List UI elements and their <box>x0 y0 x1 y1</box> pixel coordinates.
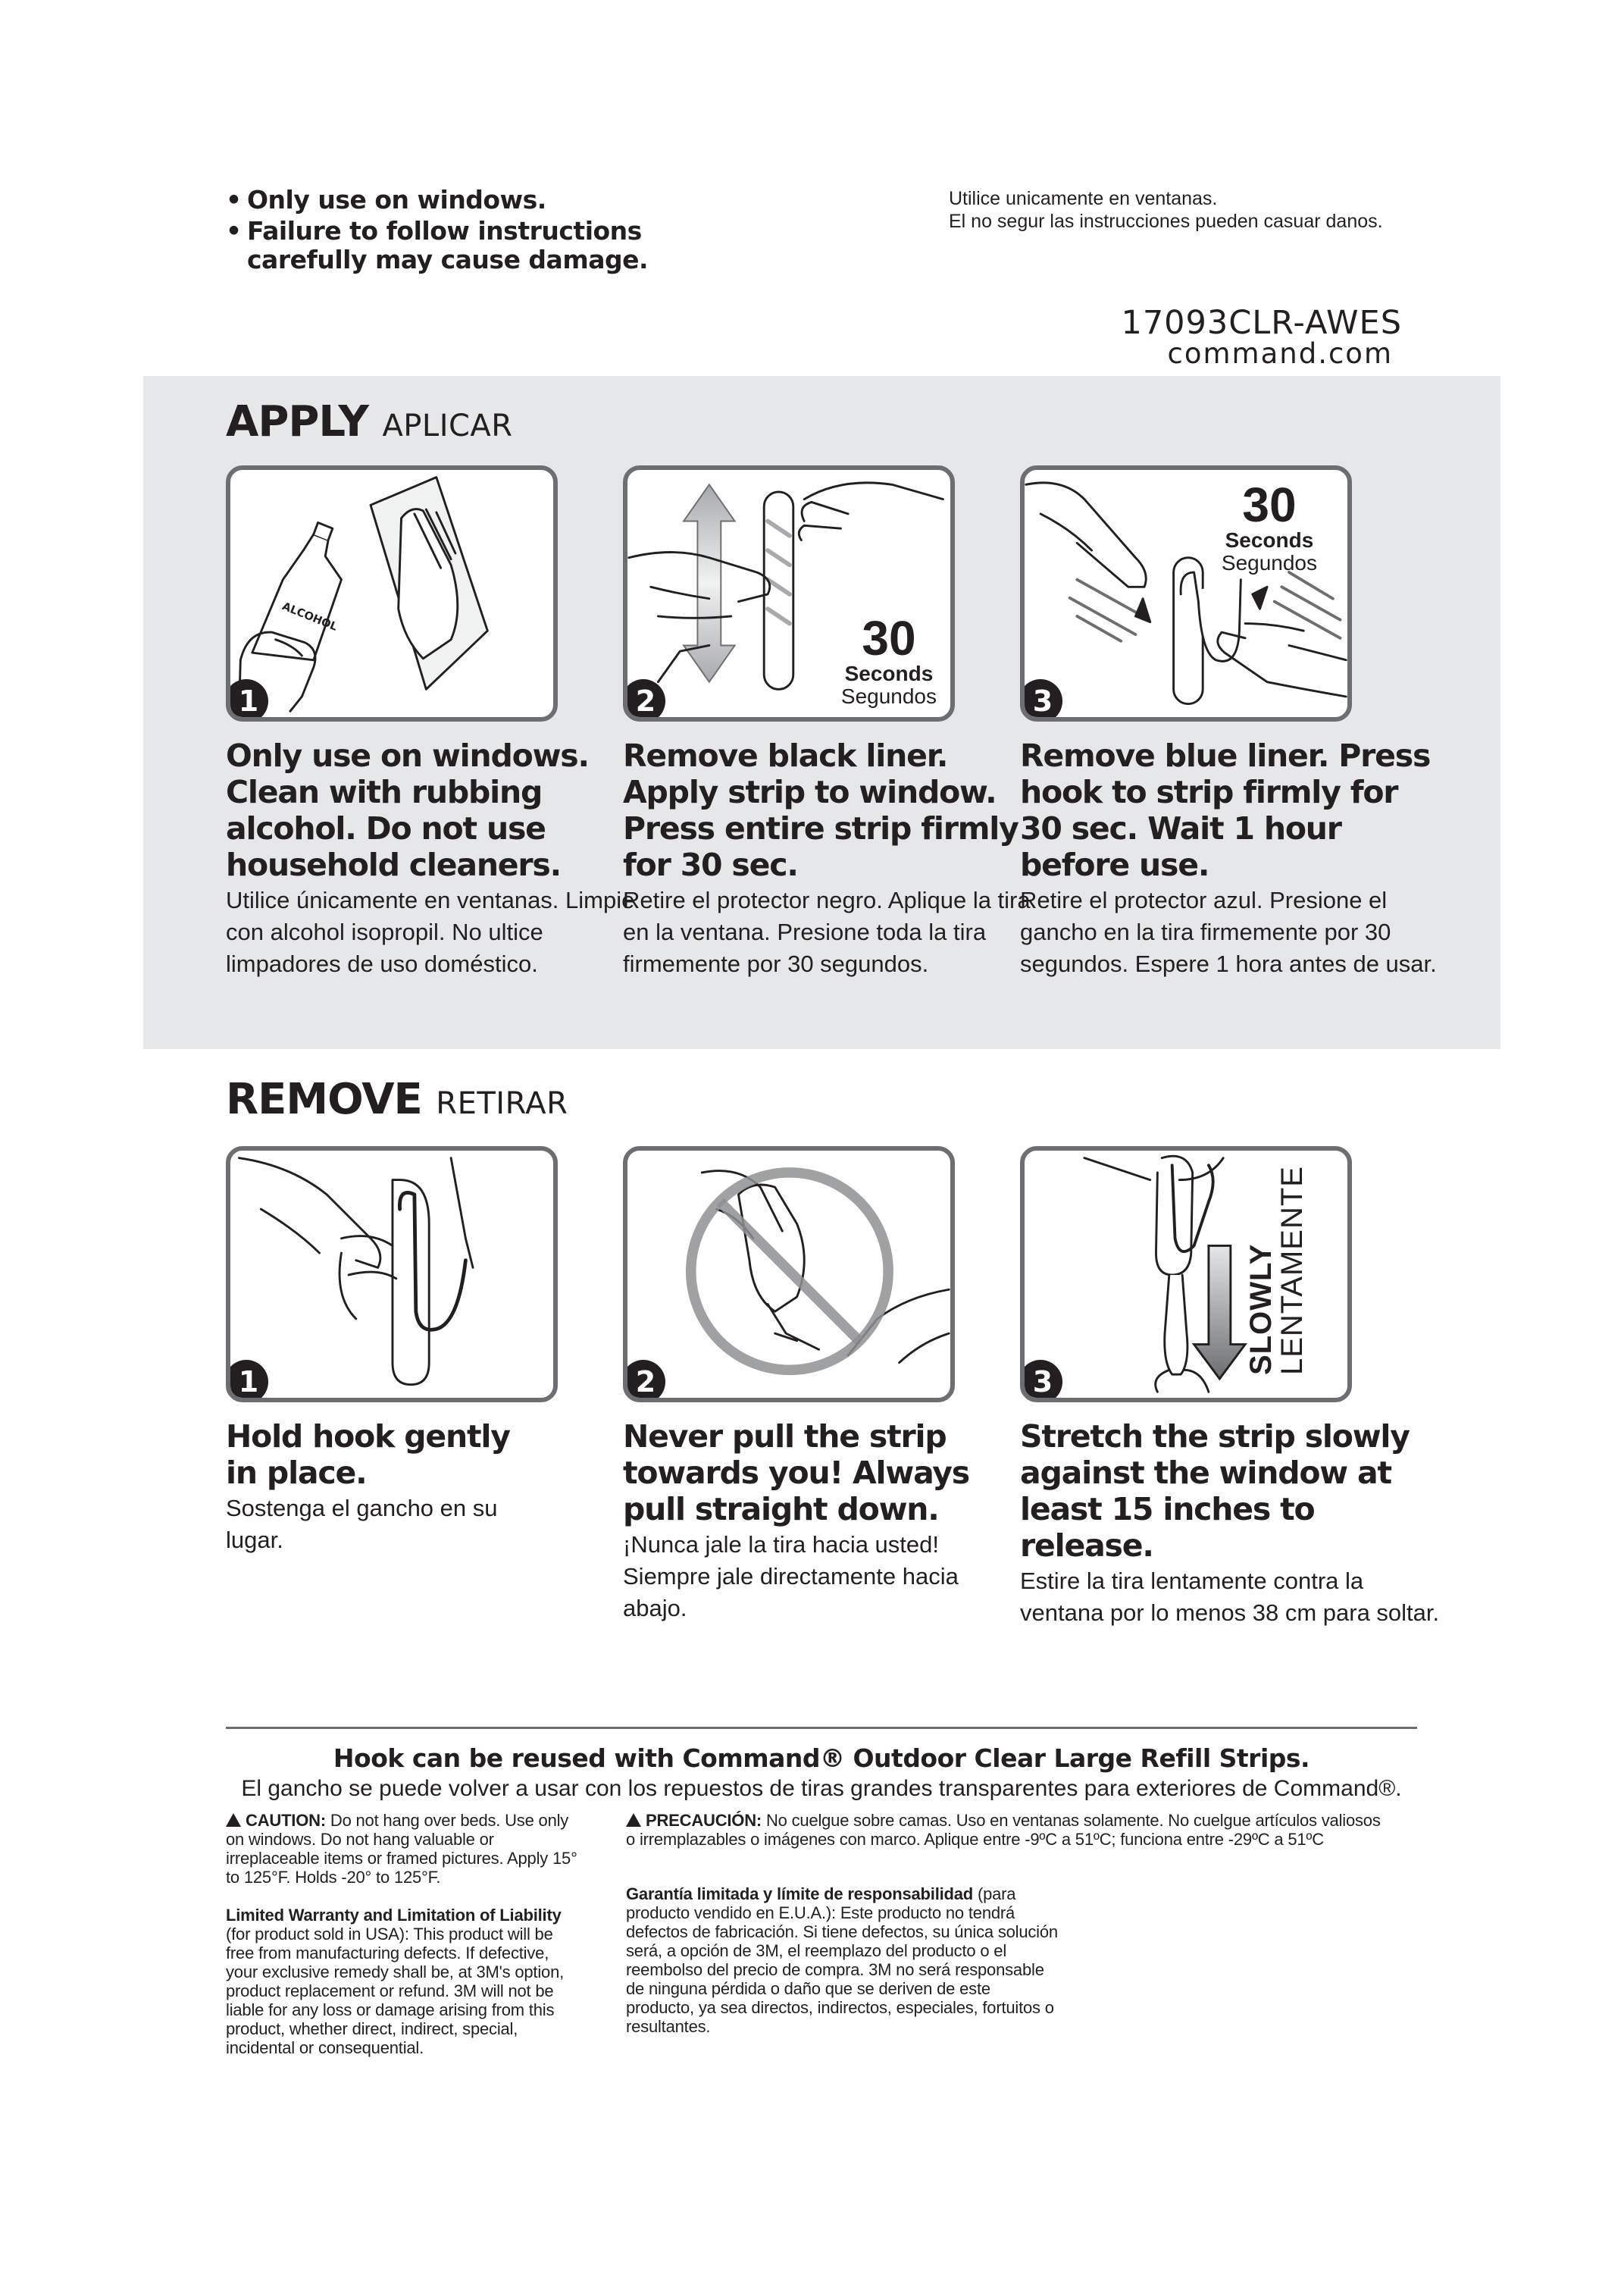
timer-label-es: Segundos <box>1221 551 1317 575</box>
reuse-note-es: El gancho se puede volver a usar con los repuestos de tiras grandes transparentes para exteriores de Command®. <box>241 1776 1402 1801</box>
step-instruction-es: Utilice únicamente en ventanas. Limpie con alcohol isopropil. No ultice limpadores de uso doméstico. <box>226 887 635 977</box>
timer-label-en: Seconds <box>1225 528 1314 552</box>
timer-label-es: Segundos <box>840 684 937 708</box>
step-instruction-es: Retire el protector azul. Presione el gancho en la tira firmemente por 30 segundos. Espere 1 hora antes de usar. <box>1020 887 1437 977</box>
timer-label <box>840 611 937 708</box>
prohibited-icon <box>691 1173 888 1370</box>
slowly-label-es: LENTAMENTE <box>1275 1166 1309 1375</box>
apply-step-2-illustration <box>623 465 955 722</box>
warranty-en <box>226 1906 582 2057</box>
step-instruction-en: Remove blue liner. Press hook to strip firmly for 30 sec. Wait 1 hour before use. <box>1020 738 1431 883</box>
hold-hook-icon <box>230 1151 553 1398</box>
warning-triangle-icon <box>626 1813 641 1827</box>
step-instruction-en: Stretch the strip slowly against the window at least 15 inches to release. <box>1020 1418 1410 1564</box>
step-instruction-en: Only use on windows. Clean with rubbing alcohol. Do not use household cleaners. <box>226 738 589 883</box>
remove-heading <box>226 1076 568 1128</box>
warranty-title-es: Garantía limitada y límite de responsabilidad <box>626 1884 974 1903</box>
step-instruction-es: ¡Nunca jale la tira hacia usted! Siempre jale directamente hacia abajo. <box>623 1531 959 1621</box>
remove-step-3-illustration <box>1020 1146 1352 1402</box>
remove-subtitle: RETIRAR <box>436 1086 568 1121</box>
apply-step-1-illustration <box>226 465 558 722</box>
remove-title: REMOVE <box>226 1075 422 1124</box>
svg-text:ALCOHOL: ALCOHOL <box>280 600 340 634</box>
apply-step-2-text <box>623 738 1047 980</box>
remove-step-1-illustration <box>226 1146 558 1402</box>
divider <box>226 1727 1417 1729</box>
warning-triangle-icon <box>226 1813 241 1827</box>
product-code: 17093CLR-AWES <box>1121 304 1402 342</box>
warranty-es <box>626 1884 1058 2036</box>
apply-heading <box>226 398 513 450</box>
timer-label-en: Seconds <box>844 662 934 685</box>
apply-title: APPLY <box>226 397 368 446</box>
warranty-title-en: Limited Warranty and Limitation of Liability <box>226 1906 562 1925</box>
step-instruction-es: Sostenga el gancho en su lugar. <box>226 1495 498 1553</box>
timer-value: 30 <box>862 611 916 666</box>
step-number-badge: 2 <box>623 1360 665 1402</box>
caution-en <box>226 1811 582 1887</box>
apply-step-1-text <box>226 738 650 980</box>
slowly-label-en: SLOWLY <box>1244 1243 1278 1375</box>
caution-label-es: PRECAUCIÓN: <box>646 1811 762 1830</box>
warranty-note-en: (for product sold in USA): <box>226 1925 409 1944</box>
timer-label <box>1221 478 1317 575</box>
remove-step-3-text <box>1020 1418 1444 1629</box>
step-instruction-en: Never pull the strip towards you! Always pull straight down. <box>623 1418 970 1527</box>
step-instruction-es: Estire la tira lentamente contra la ventana por lo menos 38 cm para soltar. <box>1020 1568 1440 1626</box>
remove-step-2-text <box>623 1418 987 1624</box>
timer-value: 30 <box>1242 478 1297 532</box>
top-warnings <box>226 186 696 274</box>
step-number-badge: 1 <box>226 1360 268 1402</box>
warranty-note-es: (para producto vendido en E.U.A.): <box>626 1884 1016 1922</box>
reuse-note-en: Hook can be reused with Command® Outdoor Clear Large Refill Strips. <box>333 1743 1310 1773</box>
step-instruction-es: Retire el protector negro. Aplique la tira en la ventana. Presione toda la tira firmemente por 30 segundos. <box>623 887 1031 977</box>
down-arrow-icon <box>1194 1245 1246 1379</box>
step-number-badge: 3 <box>1020 1360 1062 1402</box>
warning-bullet: • Only use on windows. <box>226 186 696 215</box>
caution-text-en: Do not hang over beds. Use only on windows. Do not hang valuable or irreplaceable items or framed pictures. Apply 15° to 125°F. Holds -20° to 125°F. <box>226 1811 577 1887</box>
top-warnings-spanish <box>949 187 1479 233</box>
warning-line-es: Utilice unicamente en ventanas. <box>949 188 1218 209</box>
apply-step-3-text <box>1020 738 1444 980</box>
step-number-badge: 3 <box>1020 679 1062 722</box>
apply-step-3-illustration <box>1020 465 1352 722</box>
warning-bullet: • Failure to follow instructions carefully may cause damage. <box>226 217 696 274</box>
caution-text-es: No cuelgue sobre camas. Uso en ventanas solamente. No cuelgue artículos valiosos o irremplazables o imágenes con marco. Aplique entre -9ºC a 51ºC; funciona entre -29ºC a 51ºC <box>626 1811 1381 1849</box>
step-instruction-en: Remove black liner. Apply strip to window. Press entire strip firmly for 30 sec. <box>623 738 1019 883</box>
warranty-text-en: This product will be free from manufacturing defects. If defective, your exclusive remedy shall be, at 3M's option, product replacement or refund. 3M will not be liable for any loss or damage arising from this product, whether direct, indirect, special, incidental or consequential. <box>226 1925 565 2057</box>
slowly-label <box>1246 1148 1308 1375</box>
caution-label-en: CAUTION: <box>246 1811 326 1830</box>
alcohol-cleaning-icon <box>230 470 553 717</box>
step-number-badge: 2 <box>623 679 665 722</box>
website: command.com <box>1167 337 1393 370</box>
step-number-badge: 1 <box>226 679 268 722</box>
up-down-arrow-icon <box>684 484 735 681</box>
remove-step-1-text <box>226 1418 529 1556</box>
warranty-text-es: Este producto no tendrá defectos de fabricación. Si tiene defectos, su única solución será, a opción de 3M, el reemplazo del producto o el reembolso del precio de compra. 3M no será responsable de ninguna pérdida o daño que se deriven de este producto, ya sea directos, indirectos, especiales, fortuitos o resultantes. <box>626 1903 1058 2036</box>
remove-step-2-illustration <box>623 1146 955 1402</box>
apply-subtitle: APLICAR <box>382 409 513 443</box>
warning-line-es: El no segur las instrucciones pueden casuar danos. <box>949 211 1383 232</box>
caution-es <box>626 1811 1391 1849</box>
step-instruction-en: Hold hook gently in place. <box>226 1418 510 1491</box>
